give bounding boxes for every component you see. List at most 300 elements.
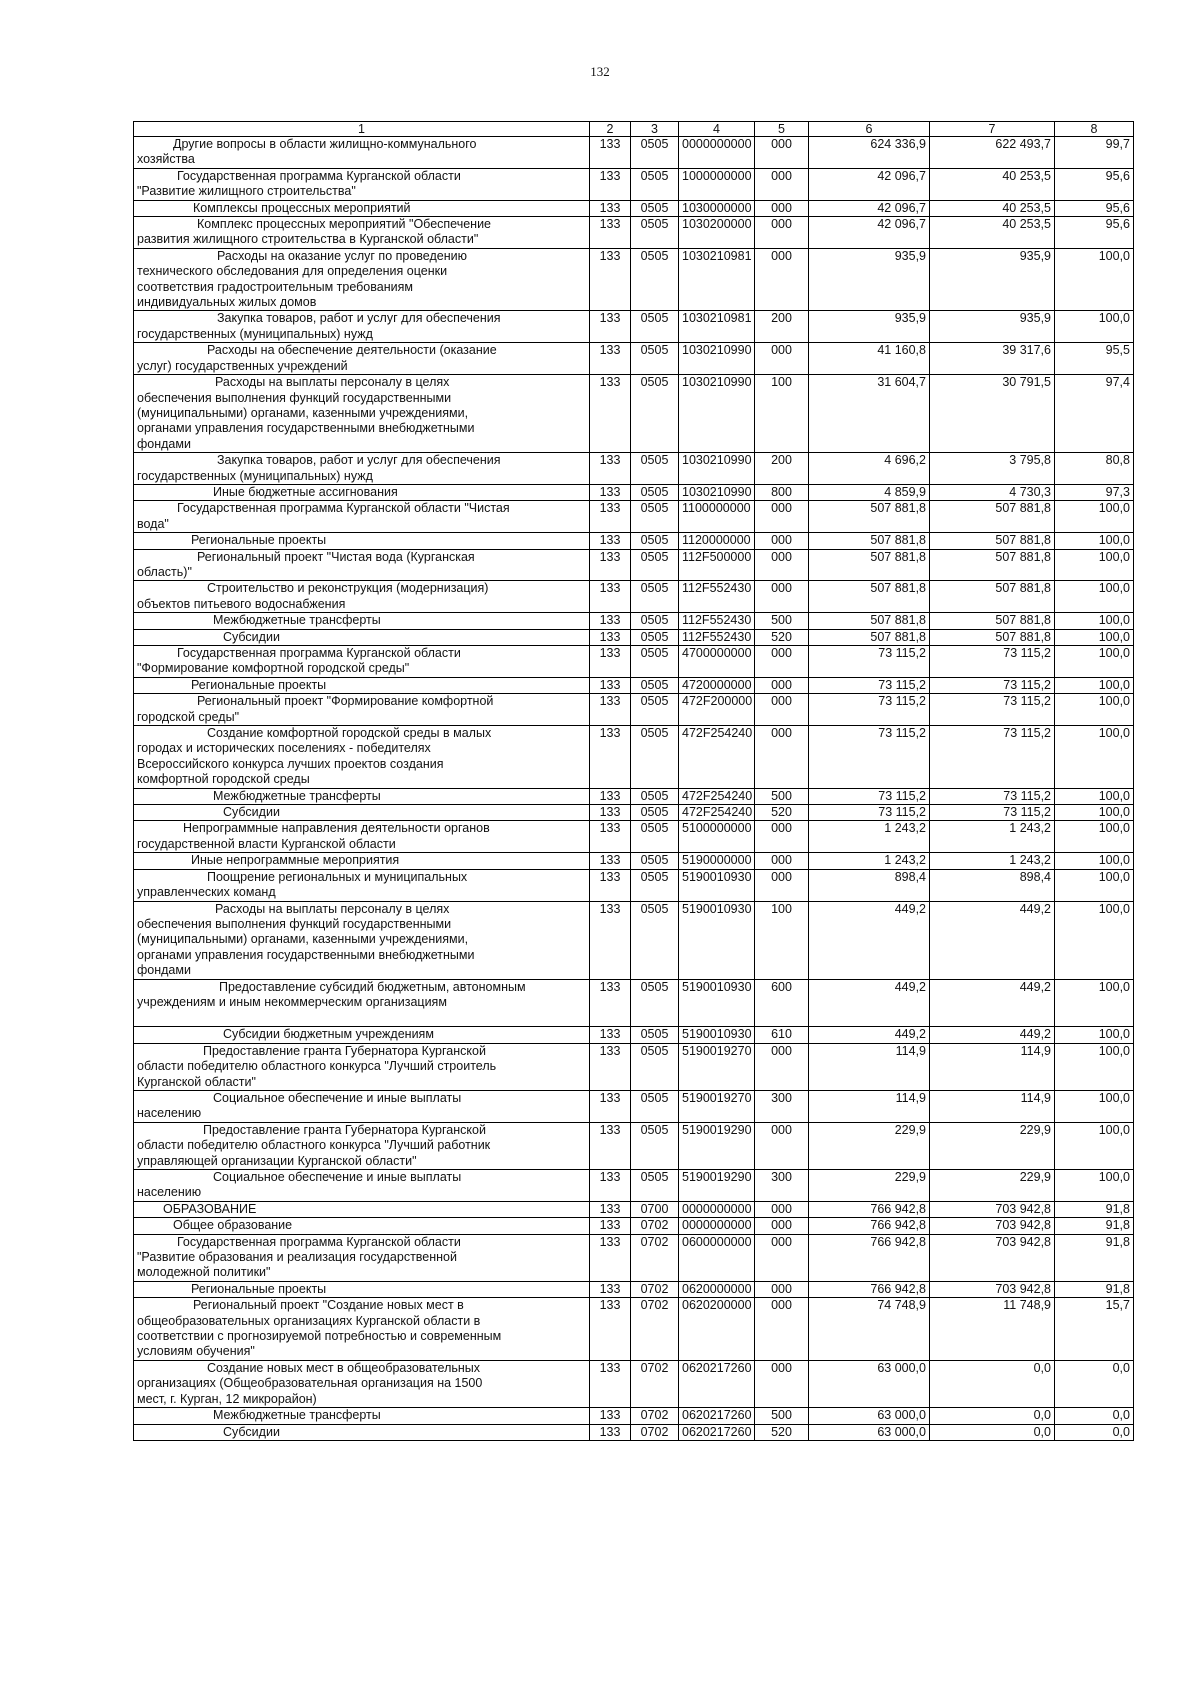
expense-type-code: 000 [755,549,809,581]
target-article-code: 0620000000 [679,1281,755,1297]
execution-percent: 100,0 [1055,726,1134,789]
expense-type-code: 600 [755,979,809,1027]
subsection-code: 0702 [631,1298,679,1361]
target-article-code: 5190010930 [679,1027,755,1043]
section-code: 133 [590,1234,631,1281]
column-header: 7 [930,122,1055,137]
execution-percent: 100,0 [1055,613,1134,629]
planned-amount: 63 000,0 [809,1360,930,1407]
subsection-code: 0702 [631,1281,679,1297]
execution-percent: 100,0 [1055,901,1134,979]
section-code: 133 [590,901,631,979]
execution-percent: 91,8 [1055,1234,1134,1281]
table-row [134,1122,1134,1169]
expense-name [134,343,590,375]
executed-amount: 507 881,8 [930,501,1055,533]
column-header: 8 [1055,122,1134,137]
expense-name [134,1218,590,1234]
expense-name [134,1043,590,1090]
section-code: 133 [590,217,631,249]
table-row [134,1170,1134,1202]
target-article-code: 112F552430 [679,629,755,645]
expense-type-code: 300 [755,1090,809,1122]
target-article-code: 472F254240 [679,805,755,821]
expense-name [134,549,590,581]
subsection-code: 0505 [631,168,679,200]
expense-name-text: Субсидии [223,629,280,644]
executed-amount: 935,9 [930,248,1055,311]
expense-name [134,1122,590,1169]
expense-type-code: 000 [755,1122,809,1169]
subsection-code: 0505 [631,248,679,311]
execution-percent: 0,0 [1055,1408,1134,1424]
execution-percent: 100,0 [1055,694,1134,726]
expense-name-text: Создание комфортной городской среды в малых городах и исторических поселениях - победителях Всероссийского конкурса лучших проектов создания комфортной городской среды [137,726,492,787]
execution-percent: 100,0 [1055,629,1134,645]
execution-percent: 100,0 [1055,1170,1134,1202]
executed-amount: 507 881,8 [930,533,1055,549]
execution-percent: 100,0 [1055,1122,1134,1169]
planned-amount: 507 881,8 [809,581,930,613]
target-article-code: 5190019290 [679,1122,755,1169]
planned-amount: 73 115,2 [809,726,930,789]
expense-name-text: Государственная программа Курганской области "Развитие жилищного строительства" [137,168,461,199]
planned-amount: 449,2 [809,901,930,979]
expense-name [134,805,590,821]
executed-amount: 0,0 [930,1424,1055,1440]
section-code: 133 [590,1043,631,1090]
target-article-code: 5190010930 [679,869,755,901]
executed-amount: 40 253,5 [930,168,1055,200]
subsection-code: 0505 [631,217,679,249]
expense-name [134,137,590,169]
expense-name-text: Закупка товаров, работ и услуг для обеспечения государственных (муниципальных) нужд [137,311,501,341]
expense-name-text: Расходы на обеспечение деятельности (оказание услуг) государственных учреждений [137,343,497,373]
expense-type-code: 000 [755,217,809,249]
planned-amount: 229,9 [809,1122,930,1169]
executed-amount: 703 942,8 [930,1218,1055,1234]
table-row [134,694,1134,726]
expense-name-text: Субсидии бюджетным учреждениям [223,1027,434,1042]
planned-amount: 114,9 [809,1090,930,1122]
expense-name [134,1090,590,1122]
expense-name [134,646,590,678]
planned-amount: 42 096,7 [809,168,930,200]
execution-percent: 100,0 [1055,533,1134,549]
expense-name-text: Поощрение региональных и муниципальных управленческих команд [137,869,468,900]
subsection-code: 0505 [631,200,679,216]
section-code: 133 [590,726,631,789]
subsection-code: 0702 [631,1408,679,1424]
table-row [134,533,1134,549]
expense-name-text: Предоставление гранта Губернатора Курганской области победителю областного конкурса "Лучший работник управляющей организации Курганской области" [137,1122,491,1168]
subsection-code: 0505 [631,901,679,979]
execution-percent: 95,5 [1055,343,1134,375]
expense-name-text: Непрограммные направления деятельности органов государственной власти Курганской области [137,821,490,851]
execution-percent: 100,0 [1055,581,1134,613]
table-row [134,613,1134,629]
expense-name-text: Закупка товаров, работ и услуг для обеспечения государственных (муниципальных) нужд [137,453,501,483]
table-row [134,726,1134,789]
expense-name [134,533,590,549]
expense-name-text: Государственная программа Курганской области "Чистая вода" [137,501,510,531]
planned-amount: 935,9 [809,248,930,311]
executed-amount: 1 243,2 [930,821,1055,853]
target-article-code: 0620217260 [679,1424,755,1440]
executed-amount: 507 881,8 [930,581,1055,613]
table-row [134,629,1134,645]
target-article-code: 1030200000 [679,217,755,249]
section-code: 133 [590,453,631,485]
planned-amount: 42 096,7 [809,200,930,216]
section-code: 133 [590,533,631,549]
target-article-code: 472F254240 [679,726,755,789]
expense-name-text: Предоставление субсидий бюджетным, автономным учреждениям и иным некоммерческим организациям [137,979,526,1009]
expense-name-text: Предоставление гранта Губернатора Курганской области победителю областного конкурса "Лучший строитель Курганской области" [137,1043,497,1089]
planned-amount: 229,9 [809,1170,930,1202]
expense-name-text: Государственная программа Курганской области "Развитие образования и реализация государственной молодежной политики" [137,1234,461,1280]
table-row [134,901,1134,979]
expense-name [134,788,590,804]
planned-amount: 766 942,8 [809,1218,930,1234]
table-row [134,1090,1134,1122]
expense-name [134,901,590,979]
target-article-code: 0620200000 [679,1298,755,1361]
expense-name-text: Расходы на выплаты персоналу в целях обеспечения выполнения функций государственными (муниципальными) органами, казенными учреждениями, органами управления государственными внебюджетными фондами [137,375,475,451]
execution-percent: 100,0 [1055,805,1134,821]
executed-amount: 703 942,8 [930,1201,1055,1217]
table-row [134,375,1134,453]
expense-name [134,1234,590,1281]
executed-amount: 0,0 [930,1360,1055,1407]
planned-amount: 507 881,8 [809,613,930,629]
executed-amount: 898,4 [930,869,1055,901]
executed-amount: 449,2 [930,979,1055,1027]
column-header: 4 [679,122,755,137]
planned-amount: 766 942,8 [809,1234,930,1281]
expense-name [134,979,590,1027]
planned-amount: 73 115,2 [809,646,930,678]
executed-amount: 935,9 [930,311,1055,343]
expense-name [134,821,590,853]
expense-name [134,1424,590,1440]
planned-amount: 114,9 [809,1043,930,1090]
table-row [134,168,1134,200]
execution-percent: 97,4 [1055,375,1134,453]
table-row [134,248,1134,311]
execution-percent: 100,0 [1055,979,1134,1027]
execution-percent: 100,0 [1055,1090,1134,1122]
subsection-code: 0505 [631,1122,679,1169]
section-code: 133 [590,1424,631,1440]
execution-percent: 100,0 [1055,853,1134,869]
expense-type-code: 000 [755,343,809,375]
target-article-code: 1000000000 [679,168,755,200]
expense-type-code: 000 [755,1298,809,1361]
table-row [134,1424,1134,1440]
expense-type-code: 000 [755,853,809,869]
expense-name [134,1281,590,1297]
executed-amount: 229,9 [930,1122,1055,1169]
expense-name [134,677,590,693]
expense-name-text: Расходы на выплаты персоналу в целях обеспечения выполнения функций государственными (муниципальными) органами, казенными учреждениями, органами управления государственными внебюджетными фондами [137,901,475,978]
section-code: 133 [590,821,631,853]
subsection-code: 0702 [631,1218,679,1234]
execution-percent: 100,0 [1055,549,1134,581]
subsection-code: 0505 [631,581,679,613]
expense-name [134,311,590,343]
expense-name-text: Региональные проекты [191,677,327,692]
executed-amount: 40 253,5 [930,200,1055,216]
budget-table [133,121,1134,1441]
executed-amount: 114,9 [930,1090,1055,1122]
expense-name-text: Региональные проекты [191,1281,327,1296]
header-row [134,122,1134,137]
expense-type-code: 100 [755,375,809,453]
target-article-code: 5190019290 [679,1170,755,1202]
target-article-code: 0000000000 [679,137,755,169]
table-row [134,311,1134,343]
execution-percent: 97,3 [1055,484,1134,500]
expense-name [134,1201,590,1217]
table-row [134,869,1134,901]
executed-amount: 73 115,2 [930,788,1055,804]
section-code: 133 [590,1201,631,1217]
subsection-code: 0702 [631,1424,679,1440]
section-code: 133 [590,343,631,375]
expense-type-code: 610 [755,1027,809,1043]
expense-name-text: Межбюджетные трансферты [213,1408,381,1423]
table-row [134,853,1134,869]
table-row [134,646,1134,678]
section-code: 133 [590,646,631,678]
table-row [134,549,1134,581]
column-header: 3 [631,122,679,137]
table-row [134,200,1134,216]
planned-amount: 4 859,9 [809,484,930,500]
target-article-code: 472F200000 [679,694,755,726]
subsection-code: 0505 [631,137,679,169]
expense-type-code: 000 [755,821,809,853]
expense-type-code: 000 [755,694,809,726]
subsection-code: 0505 [631,375,679,453]
table-row [134,453,1134,485]
expense-type-code: 500 [755,613,809,629]
section-code: 133 [590,311,631,343]
column-header: 5 [755,122,809,137]
expense-type-code: 000 [755,1043,809,1090]
expense-name [134,1298,590,1361]
expense-name [134,629,590,645]
expense-type-code: 200 [755,311,809,343]
section-code: 133 [590,200,631,216]
expense-name-text: Общее образование [173,1218,293,1233]
expense-name-text: Иные непрограммные мероприятия [191,853,400,868]
column-header: 6 [809,122,930,137]
table-row [134,1201,1134,1217]
expense-name [134,694,590,726]
subsection-code: 0505 [631,613,679,629]
executed-amount: 449,2 [930,1027,1055,1043]
expense-type-code: 500 [755,788,809,804]
subsection-code: 0700 [631,1201,679,1217]
execution-percent: 100,0 [1055,646,1134,678]
planned-amount: 507 881,8 [809,549,930,581]
target-article-code: 0620217260 [679,1360,755,1407]
table-row [134,788,1134,804]
table-row [134,1027,1134,1043]
executed-amount: 507 881,8 [930,629,1055,645]
target-article-code: 1030210990 [679,343,755,375]
execution-percent: 100,0 [1055,248,1134,311]
expense-type-code: 000 [755,1201,809,1217]
target-article-code: 1030000000 [679,200,755,216]
table-row [134,805,1134,821]
section-code: 133 [590,1408,631,1424]
table-row [134,979,1134,1027]
expense-type-code: 000 [755,137,809,169]
planned-amount: 31 604,7 [809,375,930,453]
expense-name-text: Межбюджетные трансферты [213,613,381,628]
expense-name-text: Региональные проекты [191,533,327,548]
target-article-code: 1030210981 [679,311,755,343]
subsection-code: 0505 [631,788,679,804]
target-article-code: 1120000000 [679,533,755,549]
planned-amount: 507 881,8 [809,501,930,533]
target-article-code: 1030210990 [679,375,755,453]
expense-name-text: Субсидии [223,805,280,820]
expense-name-text: Другие вопросы в области жилищно-коммунального хозяйства [137,137,477,167]
planned-amount: 4 696,2 [809,453,930,485]
planned-amount: 935,9 [809,311,930,343]
expense-type-code: 000 [755,1218,809,1234]
section-code: 133 [590,805,631,821]
planned-amount: 73 115,2 [809,694,930,726]
execution-percent: 91,8 [1055,1201,1134,1217]
expense-name-text: Субсидии [223,1424,280,1439]
expense-name-text: Строительство и реконструкция (модернизация) объектов питьевого водоснабжения [137,581,489,611]
execution-percent: 95,6 [1055,168,1134,200]
expense-name-text: Социальное обеспечение и иные выплаты населению [137,1170,462,1200]
executed-amount: 39 317,6 [930,343,1055,375]
expense-name-text: Региональный проект "Создание новых мест в общеобразовательных организациях Курганской области в соответствии с прогнозируемой потребностью и современным условиям обучения" [137,1298,502,1359]
target-article-code: 0000000000 [679,1218,755,1234]
planned-amount: 41 160,8 [809,343,930,375]
execution-percent: 100,0 [1055,501,1134,533]
expense-name-text: ОБРАЗОВАНИЕ [163,1201,257,1216]
execution-percent: 100,0 [1055,677,1134,693]
executed-amount: 0,0 [930,1408,1055,1424]
table-row [134,343,1134,375]
table-row [134,1043,1134,1090]
expense-name-text: Государственная программа Курганской области "Формирование комфортной городской среды" [137,646,461,676]
planned-amount: 63 000,0 [809,1408,930,1424]
executed-amount: 11 748,9 [930,1298,1055,1361]
planned-amount: 74 748,9 [809,1298,930,1361]
target-article-code: 1030210990 [679,453,755,485]
page-number: 132 [590,64,610,79]
executed-amount: 4 730,3 [930,484,1055,500]
target-article-code: 4720000000 [679,677,755,693]
section-code: 133 [590,629,631,645]
column-header: 2 [590,122,631,137]
planned-amount: 507 881,8 [809,533,930,549]
executed-amount: 114,9 [930,1043,1055,1090]
subsection-code: 0505 [631,1027,679,1043]
subsection-code: 0505 [631,1170,679,1202]
planned-amount: 1 243,2 [809,821,930,853]
expense-name [134,484,590,500]
expense-type-code: 000 [755,646,809,678]
expense-name [134,613,590,629]
target-article-code: 112F552430 [679,581,755,613]
target-article-code: 5100000000 [679,821,755,853]
table-row [134,1234,1134,1281]
target-article-code: 5190000000 [679,853,755,869]
subsection-code: 0702 [631,1360,679,1407]
target-article-code: 1030210990 [679,484,755,500]
section-code: 133 [590,853,631,869]
section-code: 133 [590,137,631,169]
execution-percent: 100,0 [1055,1027,1134,1043]
expense-name [134,1170,590,1202]
subsection-code: 0505 [631,501,679,533]
execution-percent: 100,0 [1055,821,1134,853]
section-code: 133 [590,979,631,1027]
expense-name-text: Расходы на оказание услуг по проведению технического обследования для определения оценки соответствия градостроительным требованиям индивидуальных жилых домов [137,248,467,310]
expense-name-text: Региональный проект "Чистая вода (Курганская область)" [137,549,475,579]
expense-type-code: 000 [755,1234,809,1281]
execution-percent: 15,7 [1055,1298,1134,1361]
target-article-code: 5190019270 [679,1090,755,1122]
subsection-code: 0702 [631,1234,679,1281]
table-row [134,677,1134,693]
expense-type-code: 000 [755,533,809,549]
execution-percent: 100,0 [1055,311,1134,343]
planned-amount: 766 942,8 [809,1201,930,1217]
section-code: 133 [590,484,631,500]
expense-type-code: 000 [755,200,809,216]
expense-type-code: 500 [755,1408,809,1424]
planned-amount: 73 115,2 [809,805,930,821]
expense-name-text: Комплексы процессных мероприятий [193,200,411,215]
planned-amount: 73 115,2 [809,677,930,693]
expense-name [134,1360,590,1407]
executed-amount: 73 115,2 [930,646,1055,678]
planned-amount: 1 243,2 [809,853,930,869]
execution-percent: 80,8 [1055,453,1134,485]
section-code: 133 [590,375,631,453]
target-article-code: 1100000000 [679,501,755,533]
executed-amount: 703 942,8 [930,1234,1055,1281]
expense-type-code: 000 [755,869,809,901]
target-article-code: 1030210981 [679,248,755,311]
section-code: 133 [590,1218,631,1234]
subsection-code: 0505 [631,1043,679,1090]
subsection-code: 0505 [631,343,679,375]
target-article-code: 4700000000 [679,646,755,678]
section-code: 133 [590,549,631,581]
execution-percent: 0,0 [1055,1424,1134,1440]
table-row [134,501,1134,533]
expense-name [134,375,590,453]
section-code: 133 [590,1122,631,1169]
execution-percent: 91,8 [1055,1218,1134,1234]
expense-name [134,869,590,901]
expense-name [134,1408,590,1424]
subsection-code: 0505 [631,1090,679,1122]
expense-type-code: 000 [755,1281,809,1297]
